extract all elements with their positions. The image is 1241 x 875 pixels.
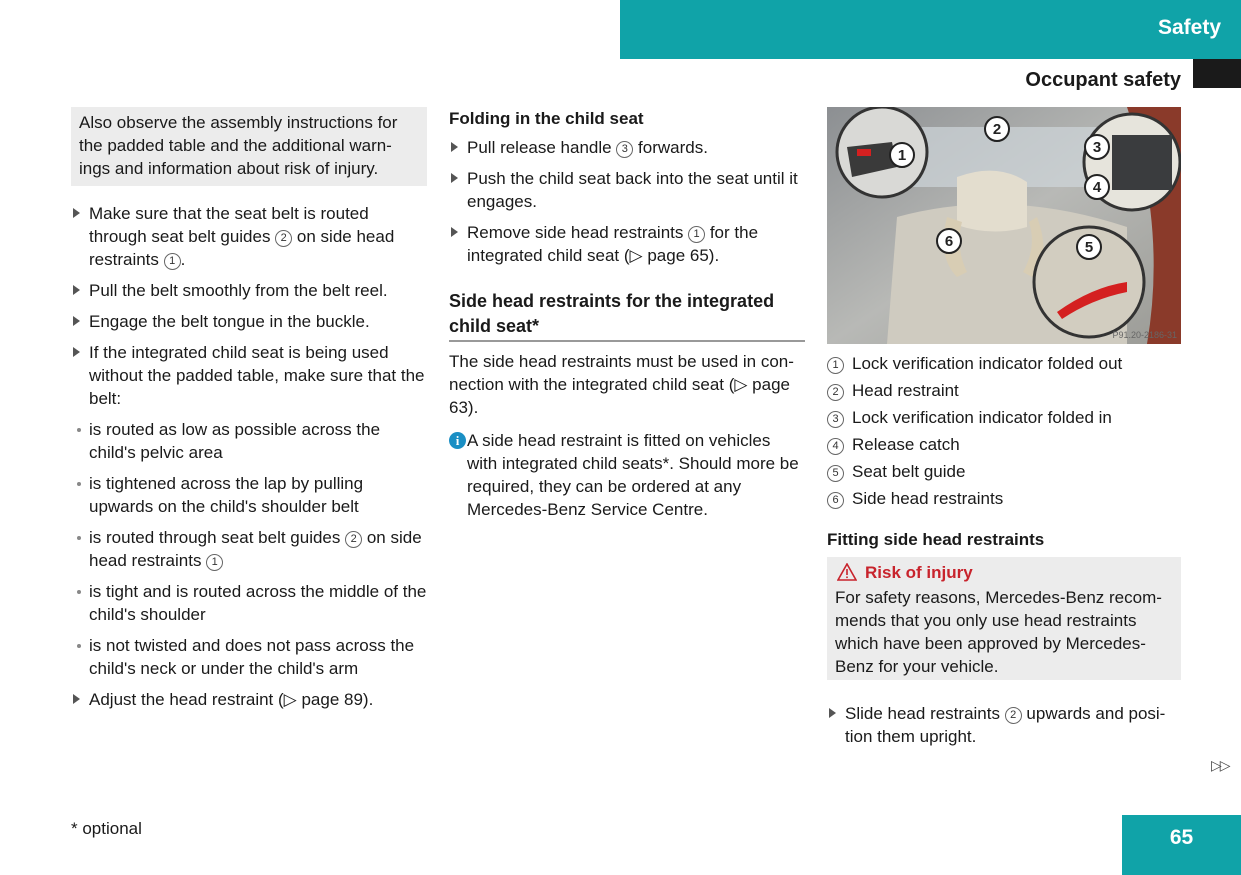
step-text: Pull release handle	[467, 138, 617, 157]
callout-number: 2	[275, 230, 292, 247]
callout-number: 5	[827, 465, 844, 482]
bullet-text: is routed as low as possible across the child's pelvic area	[89, 420, 381, 462]
warning-box	[827, 557, 1181, 680]
svg-text:1: 1	[897, 147, 907, 164]
legend-text: Lock verification indicator folded out	[852, 354, 1123, 373]
subsection-title: Occupant safety	[1025, 69, 1181, 91]
child-seat-photo	[827, 107, 1181, 344]
instruction-step	[449, 221, 805, 267]
svg-text:4: 4	[1092, 179, 1102, 196]
callout-number: 3	[616, 141, 633, 158]
photo-legend	[827, 352, 1181, 510]
step-text: If the integrated child seat is being used without the padded table, make sure that the belt:	[89, 343, 425, 408]
bullet-item	[71, 526, 427, 572]
legend-item	[827, 352, 1181, 375]
step-text: upwards and posi-tion them upright.	[845, 704, 1166, 746]
warning-text: For safety reasons, Mercedes-Benz recom-mends that you only use head restraints which have been approved by Mercedes-Benz for your vehicle.	[835, 588, 1162, 676]
callout-number: 6	[827, 492, 844, 509]
bullet-text: is tight and is routed across the middle of the child's shoulder	[89, 582, 427, 624]
callout-number: 1	[164, 253, 181, 270]
instruction-step	[71, 202, 427, 271]
step-text: for the integrated child seat (▷ page 65).	[467, 223, 759, 265]
step-text: Pull the belt smoothly from the belt reel.	[89, 281, 388, 300]
section-heading: Fitting side head restraints	[827, 530, 1045, 549]
legend-item	[827, 460, 1181, 483]
step-arrow-icon	[73, 347, 80, 357]
step-arrow-icon	[451, 227, 458, 237]
note-box: Also observe the assembly instructions for the padded table and the additional warn-ings and information about risk of injury.	[71, 107, 427, 186]
legend-text: Head restraint	[852, 381, 959, 400]
step-text: forwards.	[633, 138, 708, 157]
callout-number: 3	[827, 411, 844, 428]
continue-arrow-icon: ▷▷	[1211, 757, 1229, 773]
photo-code: P91.20-2186-31	[1112, 330, 1177, 340]
bullet-text: is tightened across the lap by pulling upwards on the child's shoulder belt	[89, 474, 364, 516]
info-text: A side head restraint is fitted on vehicles with integrated child seats*. Should more be required, they can be ordered at any Mercedes-Benz Service Centre.	[467, 431, 799, 519]
column-left	[71, 107, 427, 719]
warning-triangle-icon	[837, 563, 857, 581]
step-arrow-icon	[73, 316, 80, 326]
bullet-dot-icon	[77, 428, 81, 432]
legend-text: Lock verification indicator folded in	[852, 408, 1112, 427]
column-right	[827, 107, 1181, 756]
subsection-marker	[1193, 59, 1241, 88]
section-heading: Side head restraints for the integrated child seat*	[449, 289, 805, 342]
bullet-dot-icon	[77, 590, 81, 594]
legend-item	[827, 487, 1181, 510]
legend-item	[827, 433, 1181, 456]
callout-number: 1	[206, 554, 223, 571]
step-text: Remove side head restraints	[467, 223, 689, 242]
step-arrow-icon	[73, 694, 80, 704]
svg-text:5: 5	[1084, 239, 1094, 256]
warning-header	[835, 561, 1173, 584]
step-arrow-icon	[73, 208, 80, 218]
section-title: Safety	[1157, 16, 1221, 39]
column-middle	[449, 107, 805, 521]
legend-text: Seat belt guide	[852, 462, 966, 481]
step-text: Engage the belt tongue in the buckle.	[89, 312, 370, 331]
bullet-dot-icon	[77, 482, 81, 486]
step-text: on side head restraints	[89, 227, 395, 269]
legend-item	[827, 379, 1181, 402]
step-text: Push the child seat back into the seat until it engages.	[467, 169, 798, 211]
callout-number: 2	[345, 531, 362, 548]
callout-number: 1	[688, 226, 705, 243]
instruction-step	[71, 688, 427, 711]
bullet-text: is not twisted and does not pass across the child's neck or under the child's arm	[89, 636, 415, 678]
bullet-text: is routed through seat belt guides	[89, 528, 346, 547]
step-text: Make sure that the seat belt is routed through seat belt guides	[89, 204, 369, 246]
bullet-item	[71, 418, 427, 464]
page-number-box	[1122, 815, 1241, 875]
footnote: * optional	[71, 819, 142, 838]
svg-text:2: 2	[992, 121, 1002, 138]
instruction-step	[827, 702, 1181, 748]
instruction-step	[449, 136, 805, 159]
step-arrow-icon	[451, 173, 458, 183]
callout-number: 2	[827, 384, 844, 401]
step-text: .	[180, 250, 186, 269]
step-arrow-icon	[451, 142, 458, 152]
step-arrow-icon	[73, 285, 80, 295]
legend-text: Side head restraints	[852, 489, 1004, 508]
bullet-item	[71, 634, 427, 680]
bullet-dot-icon	[77, 644, 81, 648]
bullet-item	[71, 580, 427, 626]
info-note	[449, 429, 805, 521]
legend-text: Release catch	[852, 435, 960, 454]
section-heading: Folding in the child seat	[449, 109, 644, 128]
svg-text:3: 3	[1092, 139, 1102, 156]
instruction-step	[449, 167, 805, 213]
callout-number: 2	[1005, 707, 1022, 724]
callout-number: 4	[827, 438, 844, 455]
svg-text:6: 6	[944, 233, 954, 250]
bullet-text: on side head restraints	[89, 528, 422, 570]
bullet-dot-icon	[77, 536, 81, 540]
instruction-step	[71, 279, 427, 302]
header-bar	[620, 0, 1241, 59]
callout-number: 1	[827, 357, 844, 374]
instruction-step	[71, 341, 427, 410]
step-text: Adjust the head restraint (▷ page 89).	[89, 690, 374, 709]
paragraph: The side head restraints must be used in con-nection with the integrated child seat (▷ page 63).	[449, 352, 794, 417]
step-arrow-icon	[829, 708, 836, 718]
info-icon: i	[449, 432, 466, 449]
bullet-item	[71, 472, 427, 518]
step-text: Slide head restraints	[845, 704, 1005, 723]
instruction-step	[71, 310, 427, 333]
page-number: 65	[1169, 826, 1194, 849]
legend-item	[827, 406, 1181, 429]
warning-title: Risk of injury	[865, 563, 973, 582]
